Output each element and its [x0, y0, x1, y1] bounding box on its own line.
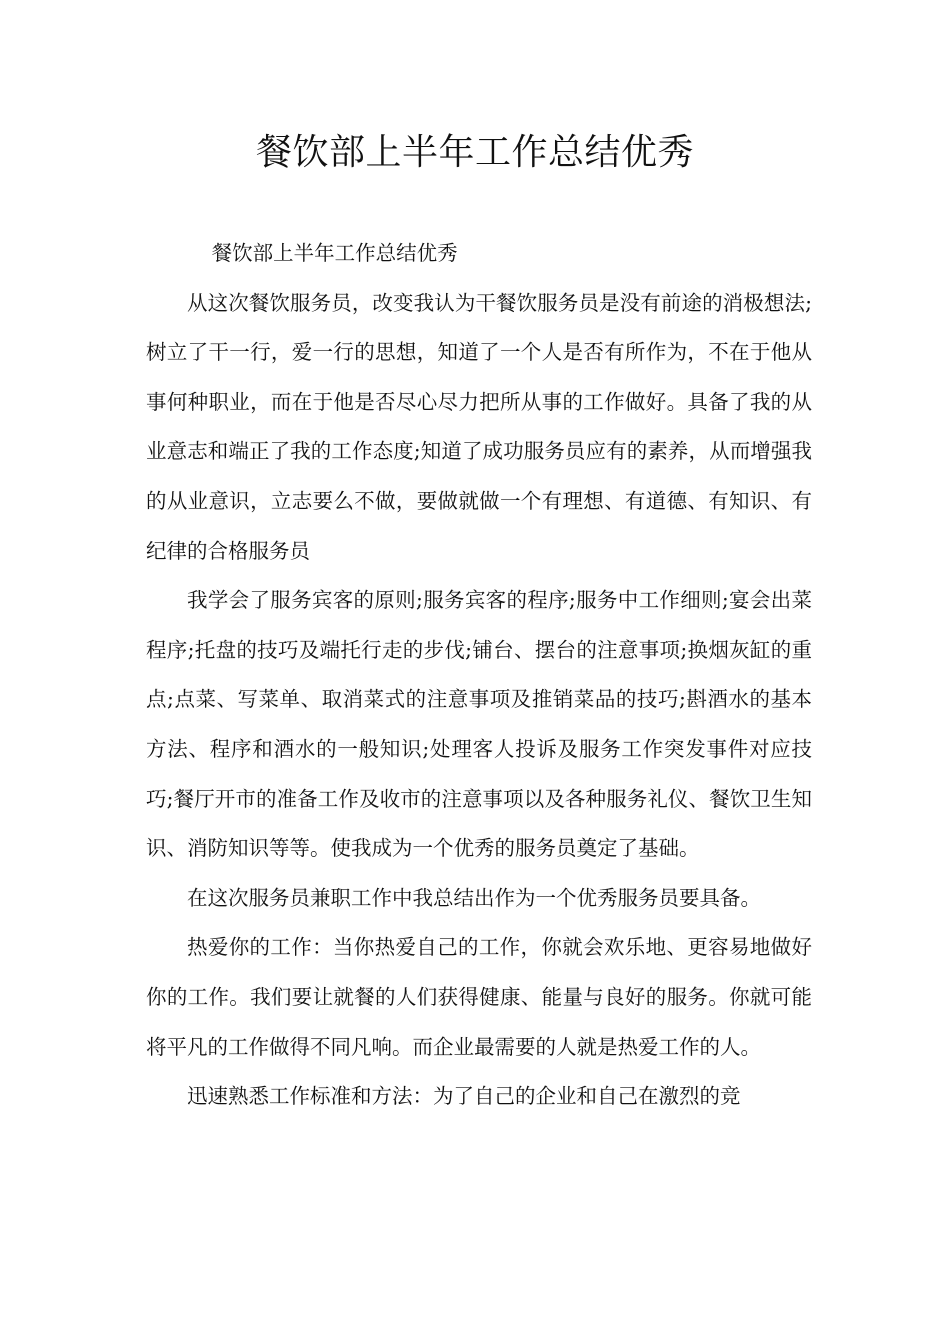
document-subtitle-paragraph: 餐饮部上半年工作总结优秀: [211, 241, 458, 265]
document-body: [146, 229, 812, 1122]
document-title: 餐饮部上半年工作总结优秀: [255, 132, 694, 173]
body-paragraph: 迅速熟悉工作标准和方法：为了自己的企业和自己在激烈的竞: [187, 1084, 741, 1109]
body-paragraph: 在这次服务员兼职工作中我总结出作为一个优秀服务员要具备。: [187, 885, 761, 910]
body-paragraph: 我学会了服务宾客的原则;服务宾客的程序;服务中工作细则;宴会出菜程序;托盘的技巧及端托行走的步伐;铺台、摆台的注意事项;换烟灰缸的重点;点菜、写菜单、取消菜式的注意事项及推销菜品的技巧;斟酒水的基本方法、程序和酒水的一般知识;处理客人投诉及服务工作突发事件对应技巧;餐厅开市的准备工作及收市的注意事项以及各种服务礼仪、餐饮卫生知识、消防知识等等。使我成为一个优秀的服务员奠定了基础。: [146, 588, 812, 861]
body-paragraph: 从这次餐饮服务员，改变我认为干餐饮服务员是没有前途的消极想法;树立了干一行，爱一行的思想，知道了一个人是否有所作为，不在于他从事何种职业，而在于他是否尽心尽力把所从事的工作做好。具备了我的从业意志和端正了我的工作态度;知道了成功服务员应有的素养，从而增强我的从业意识，立志要么不做，要做就做一个有理想、有道德、有知识、有纪律的合格服务员: [146, 290, 812, 563]
body-paragraph: 热爱你的工作：当你热爱自己的工作，你就会欢乐地、更容易地做好你的工作。我们要让就餐的人们获得健康、能量与良好的服务。你就可能将平凡的工作做得不同凡响。而企业最需要的人就是热爱工作的人。: [146, 935, 812, 1059]
